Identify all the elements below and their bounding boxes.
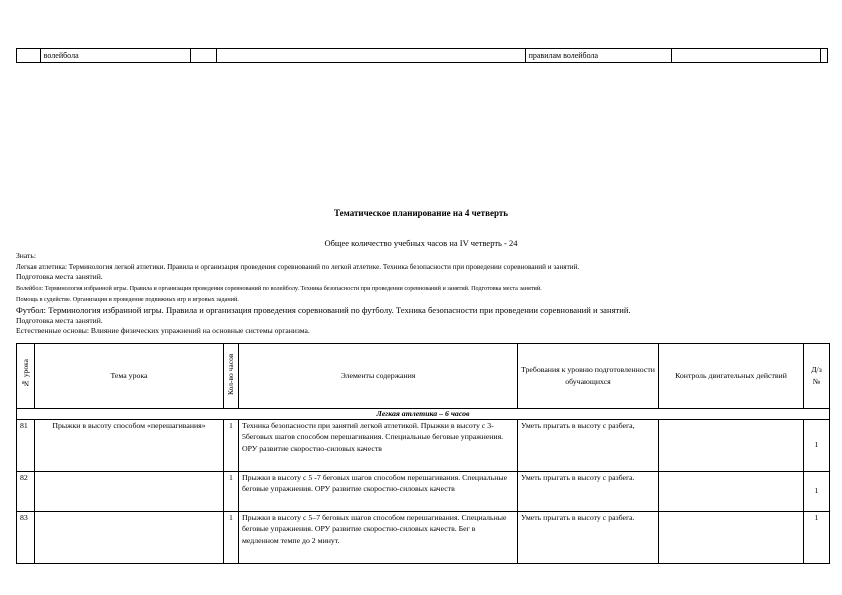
row-num: 81 xyxy=(17,419,35,471)
header-hours: Кол-во часов xyxy=(224,344,239,409)
volleyball-text: Волейбол: Терминология избранной игры. Правила и организация проведения соревнований по волейболу. Техника безопасности при проведении соревнований и занятий. Подготовка места занятий. xyxy=(16,284,542,292)
row-requirements: Уметь прыгать в высоту с разбега, xyxy=(518,419,659,471)
table-cell: правилам волейбола xyxy=(525,49,671,63)
row-control xyxy=(659,511,804,563)
intro-text xyxy=(16,251,828,337)
header-elements: Элементы содержания xyxy=(239,344,518,409)
page-subtitle: Общее количество учебных часов на IV четверть - 24 xyxy=(324,238,518,248)
table-row xyxy=(17,511,830,563)
table-cell xyxy=(217,49,525,63)
athletics-text: Легкая атлетика: Терминология легкой атлетики. Правила и организация проведения соревнований по легкой атлетике. Техника безопасности при проведении соревнований и занятий. xyxy=(16,262,580,271)
table-cell: волейбола xyxy=(40,49,190,63)
natural-text: Естественные основы: Влияние физических упражнений на основные системы организма. xyxy=(16,326,310,336)
header-homework: Д/з № xyxy=(804,344,830,409)
row-requirements: Уметь прыгать в высоту с разбега. xyxy=(518,471,659,511)
table-cell xyxy=(821,49,828,63)
row-topic xyxy=(35,511,224,563)
table-row xyxy=(17,419,830,471)
header-topic: Тема урока xyxy=(35,344,224,409)
row-num: 82 xyxy=(17,471,35,511)
row-hours: 1 xyxy=(224,471,239,511)
top-fragment-table xyxy=(16,48,828,63)
row-homework: 1 xyxy=(804,419,830,471)
row-control xyxy=(659,419,804,471)
row-elements: Прыжки в высоту с 5–7 беговых шагов способом перешагивания. Специальные беговые упражнения. ОРУ развитие скоростно-силовых качеств. Бег в медленном темпе до 2 минут. xyxy=(239,511,518,563)
page-title: Тематическое планирование на 4 четверть xyxy=(333,208,509,218)
section-row xyxy=(17,408,830,419)
lesson-plan-table xyxy=(16,343,830,564)
row-homework: 1 xyxy=(804,511,830,563)
volleyball-text-2: Помощь в судействе. Организация и проведение подвижных игр и игровых заданий. xyxy=(16,295,239,303)
row-topic xyxy=(35,471,224,511)
row-hours: 1 xyxy=(224,511,239,563)
header-requirements: Требования к уровню подготовленности обучающихся xyxy=(518,344,659,409)
know-label: Знать: xyxy=(16,251,36,260)
row-topic: Прыжки в высоту способом «перешагивания» xyxy=(35,419,224,471)
row-hours: 1 xyxy=(224,419,239,471)
table-row xyxy=(17,49,828,63)
table-cell xyxy=(17,49,41,63)
row-elements: Техника безопасности при занятий легкой атлетикой. Прыжки в высоту с 3-5беговых шагов способом перешагивания. Специальные беговые упражнения. ОРУ развитие скоростно-силовых качеств xyxy=(239,419,518,471)
football-text-2: Подготовка места занятий. xyxy=(16,315,103,325)
athletics-text-2: Подготовка места занятий. xyxy=(16,272,103,282)
table-cell xyxy=(671,49,820,63)
table-header-row xyxy=(17,344,830,409)
row-requirements: Уметь прыгать в высоту с разбега. xyxy=(518,511,659,563)
table-cell xyxy=(190,49,217,63)
football-text: Футбол: Терминология избранной игры. Правила и организация проведения соревнований по футболу. Техника безопасности при проведении соревнований и занятий. xyxy=(16,304,631,315)
row-elements: Прыжки в высоту с 5 -7 беговых шагов способом перешагивания. Специальные беговые упражнения. ОРУ развитие скоростно-силовых качеств xyxy=(239,471,518,511)
section-title: Легкая атлетика – 6 часов xyxy=(17,408,830,419)
row-control xyxy=(659,471,804,511)
header-control: Контроль двигательных действий xyxy=(659,344,804,409)
row-num: 83 xyxy=(17,511,35,563)
header-num: № урока xyxy=(17,344,35,409)
row-homework: 1 xyxy=(804,471,830,511)
table-row xyxy=(17,471,830,511)
